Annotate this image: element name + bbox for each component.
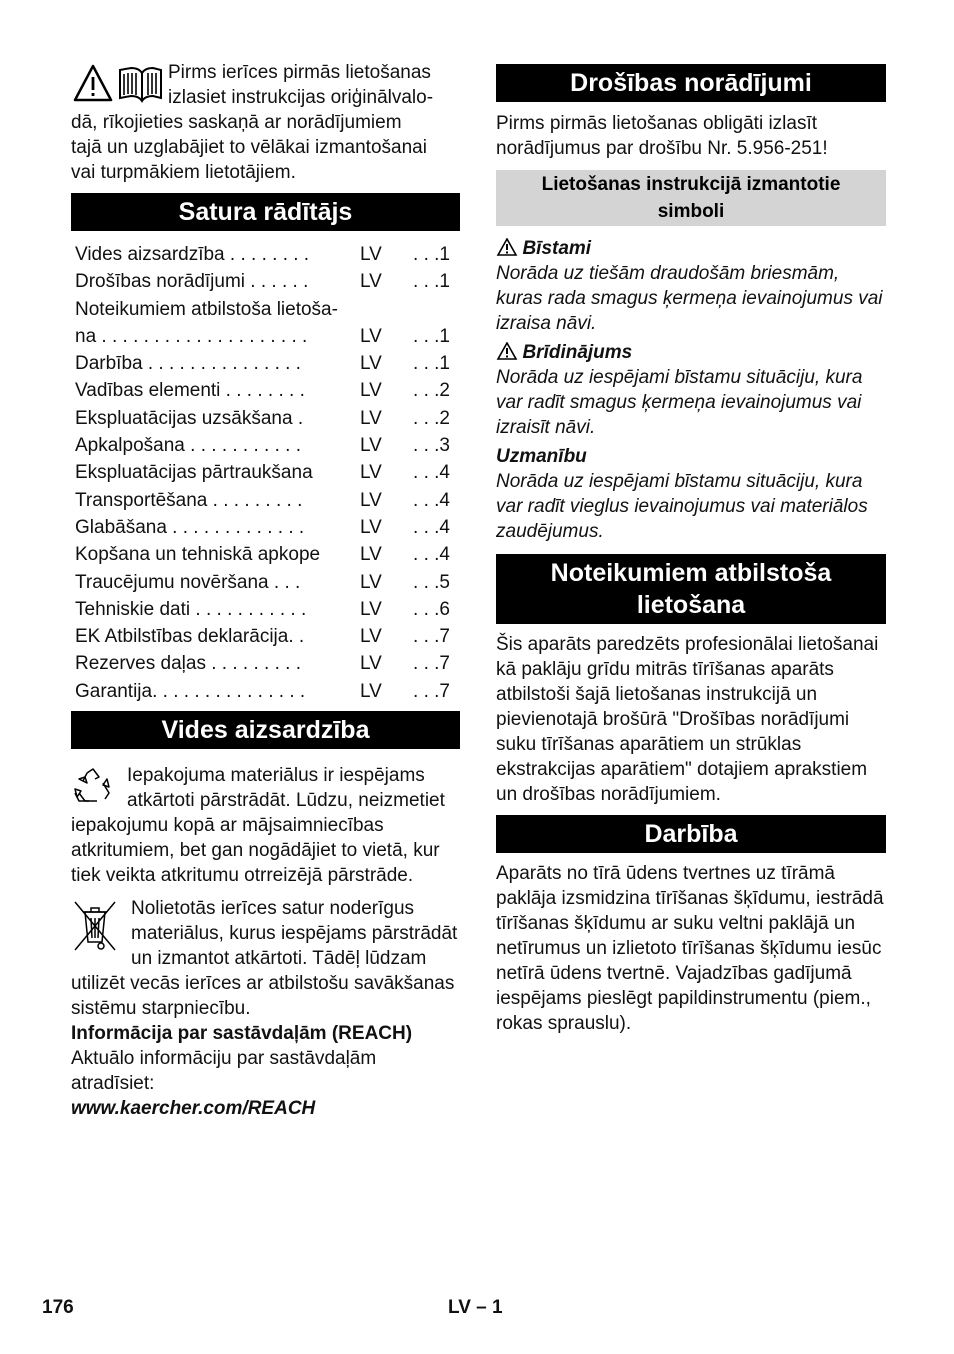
toc-lang: LV <box>360 598 382 620</box>
safety-text: Pirms pirmās lietošanas obligāti izlasīt norādījumus par drošību Nr. 5.956-251! <box>496 113 828 159</box>
toc-page: . . .2 <box>413 380 450 402</box>
crossed-bin-icon <box>71 898 119 954</box>
toc-page: . . .4 <box>413 489 450 511</box>
toc-title: Apkalpošana . . . . . . . . . . . <box>75 435 301 457</box>
environment-heading: Vides aizsardzība <box>71 711 460 749</box>
toc-lang: LV <box>360 571 382 593</box>
recycle-icon <box>71 767 115 807</box>
toc-row[interactable] <box>71 487 460 514</box>
toc-title: Vides aizsardzība . . . . . . . . <box>75 244 310 265</box>
toc-lang: LV <box>360 353 382 375</box>
toc-row[interactable] <box>71 514 460 541</box>
toc-lang: LV <box>360 244 382 265</box>
toc-heading: Satura rādītājs <box>71 193 460 231</box>
toc-row[interactable] <box>71 405 460 432</box>
warning-title: Brīdinājums <box>522 342 633 363</box>
toc-page: . . .7 <box>413 626 450 648</box>
toc-page: . . .1 <box>413 325 450 347</box>
toc-page: . . .3 <box>413 435 450 457</box>
toc-title: Vadības elementi . . . . . . . . <box>75 380 305 402</box>
toc-row[interactable] <box>71 596 460 623</box>
toc-page: . . .7 <box>413 653 450 675</box>
toc-lang: LV <box>360 407 382 429</box>
toc-lang: LV <box>360 271 382 293</box>
toc-row[interactable] <box>71 241 460 268</box>
weee-text: Nolietotās ierīces satur noderīgus materiālus, kurus iespējams pārstrādāt un izmantot atkārtoti. Tādēļ lūdzam utilizēt vecās ierīces ar atbilstošu savākšanas sistēmu starpniecību. <box>71 898 458 1020</box>
toc-page: . . .1 <box>413 271 450 293</box>
toc-title: Noteikumiem atbilstoša lietoša- <box>75 298 338 320</box>
warning-manual-icon <box>73 64 165 104</box>
toc-title: Darbība . . . . . . . . . . . . . . . <box>75 353 301 375</box>
caution-text: Norāda uz iespējami bīstamu situāciju, kura var radīt vieglus ievainojumus vai materiālos zaudējumus. <box>496 471 868 542</box>
toc-title: Ekspluatācijas uzsākšana . <box>75 407 304 429</box>
toc-page: . . .1 <box>413 353 450 375</box>
toc-row[interactable] <box>71 268 460 295</box>
toc-row[interactable] <box>71 459 460 486</box>
toc-row[interactable] <box>71 296 460 323</box>
toc-page: . . .5 <box>413 571 450 593</box>
toc-row[interactable] <box>71 623 460 650</box>
toc-title: Kopšana un tehniskā apkope <box>75 544 321 566</box>
toc-title: Rezerves daļas . . . . . . . . . <box>75 653 301 675</box>
toc-row[interactable] <box>71 350 460 377</box>
recycle-block <box>71 763 460 888</box>
reach-title: Informācija par sastāvdaļām (REACH) <box>71 1023 413 1045</box>
toc-title: Garantija. . . . . . . . . . . . . . . <box>75 680 306 702</box>
toc-lang: LV <box>360 489 382 511</box>
toc-title: EK Atbilstības deklarācija. . <box>75 626 305 648</box>
caution-title: Uzmanību <box>496 446 587 467</box>
intended-use-text: Šis aparāts paredzēts profesionālai lietošanai kā paklāju grīdu mitrās tīrīšanas aparāts atbilstoši šajā lietošanas instrukcijā un pievienotajā brošūrā "Drošības norādījumi suku tīrīšanas aparātiem un strūklas ekstrakcijas aparātiem" dotajiem aprakstiem un drošības norādījumiem. <box>496 634 879 805</box>
toc-row[interactable] <box>71 569 460 596</box>
toc-page: . . .7 <box>413 680 450 702</box>
symbols-heading: Lietošanas instrukcijā izmantotie simboli <box>496 170 886 226</box>
toc-title: na . . . . . . . . . . . . . . . . . . . . <box>75 325 308 347</box>
left-column <box>71 60 460 1121</box>
toc-page: . . .2 <box>413 407 450 429</box>
page-number: 176 <box>42 1297 74 1318</box>
danger-title: Bīstami <box>522 238 592 259</box>
toc-lang: LV <box>360 680 382 702</box>
toc-page: . . .6 <box>413 598 450 620</box>
intro-line-3: dā, rīkojieties saskaņā ar norādījumiem <box>71 112 402 133</box>
recycle-text: Iepakojuma materiālus ir iespējams atkārtoti pārstrādāt. Lūdzu, neizmetiet iepakojumu kopā ar mājsaimniecības atkritumiem, bet gan nogādājiet to vietā, kur tiek veikta atkritumu otrreizējā pārstrāde. <box>71 765 445 887</box>
toc-lang: LV <box>360 462 382 484</box>
toc-lang: LV <box>360 380 382 402</box>
toc-page: . . .1 <box>413 244 450 265</box>
toc-lang: LV <box>360 516 382 538</box>
danger-title-row <box>496 236 886 261</box>
section-page <box>448 1297 503 1319</box>
toc-lang <box>360 296 406 323</box>
danger-text: Norāda uz tiešām draudošām briesmām, kuras rada smagus ķermeņa ievainojumus vai izraisa nāvi. <box>496 263 883 334</box>
toc-row[interactable] <box>71 541 460 568</box>
toc-title: Transportēšana . . . . . . . . . <box>75 489 303 511</box>
toc-page: . . .4 <box>413 544 450 566</box>
toc-row[interactable] <box>71 323 460 350</box>
intro-line-2: izlasiet instrukcijas oriģinālvalo- <box>168 87 434 108</box>
reach-link[interactable]: www.kaercher.com/REACH <box>71 1098 316 1120</box>
section-code: LV <box>448 1297 471 1318</box>
right-column <box>496 64 886 1036</box>
function-heading: Darbība <box>496 815 886 853</box>
warning-triangle-icon <box>496 238 518 256</box>
toc-title: Drošības norādījumi . . . . . . <box>75 271 309 293</box>
toc-row[interactable] <box>71 432 460 459</box>
toc-lang: LV <box>360 544 382 566</box>
weee-block <box>71 896 460 1021</box>
toc-lang: LV <box>360 653 382 675</box>
section-page-number: – 1 <box>476 1297 503 1318</box>
intended-use-heading: Noteikumiem atbilstoša lietošana <box>496 554 886 624</box>
toc-page: . . .4 <box>413 516 450 538</box>
toc-title: Glabāšana . . . . . . . . . . . . . <box>75 516 305 538</box>
toc-title: Tehniskie dati . . . . . . . . . . . <box>75 598 307 620</box>
safety-heading: Drošības norādījumi <box>496 64 886 102</box>
intro-line-5: vai turpmākiem lietotājiem. <box>71 162 296 183</box>
toc-lang: LV <box>360 626 382 648</box>
toc-title: Traucējumu novēršana . . . <box>75 571 301 593</box>
warning-triangle-icon <box>496 342 518 360</box>
toc-lang: LV <box>360 435 382 457</box>
intro-line-1: Pirms ierīces pirmās lietošanas <box>168 62 431 83</box>
reach-text: Aktuālo informāciju par sastāvdaļām atradīsiet: <box>71 1048 377 1095</box>
toc-row[interactable] <box>71 377 460 404</box>
function-text: Aparāts no tīrā ūdens tvertnes uz tīrāmā paklāja izsmidzina tīrīšanas šķīdumu, iestrādā tīrīšanas šķīdumu ar suku veltni paklājā un netīrumus un izlietoto tīrīšanas šķīdumu iesūc netīrā ūdens tvertnē. Vajadzības gadījumā iespējams pieslēgt papildinstrumentu (piem., rokas sprauslu). <box>496 863 884 1034</box>
toc-table <box>71 241 460 705</box>
toc-page: . . .4 <box>413 462 450 484</box>
warning-title-row <box>496 340 886 365</box>
toc-page <box>406 296 460 323</box>
toc-title: Ekspluatācijas pārtraukšana <box>75 462 313 484</box>
intro-block <box>71 60 460 185</box>
warning-text: Norāda uz iespējami bīstamu situāciju, kura var radīt smagus ķermeņa ievainojumus vai izraisīt nāvi. <box>496 367 863 438</box>
toc-row[interactable] <box>71 650 460 677</box>
toc-lang: LV <box>360 325 382 347</box>
intro-line-4: tajā un uzglabājiet to vēlākai izmantošanai <box>71 137 427 158</box>
toc-row[interactable] <box>71 678 460 705</box>
